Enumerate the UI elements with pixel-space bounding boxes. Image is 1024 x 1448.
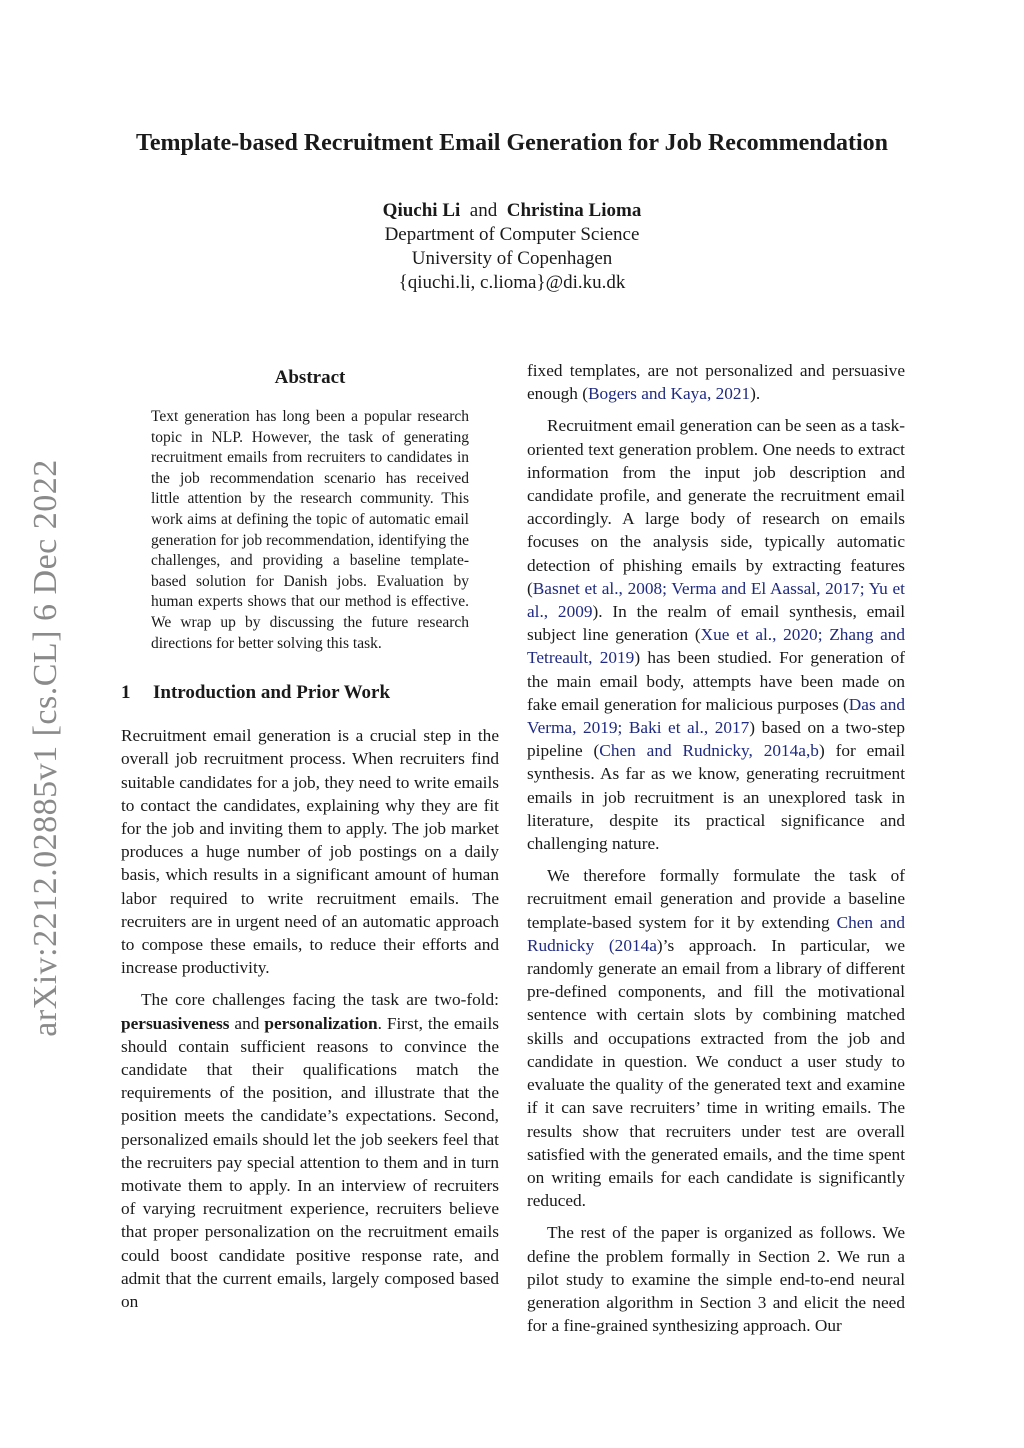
citation-link[interactable]: Chen and Rudnicky	[527, 912, 905, 955]
text-run: )’s approach. In particular, we randomly generate an email from a library of different pre-defined components, and fill the motivational sentence with certain slots by combining matched skills and occupations extracted from the job and candidate in question. We conduct a user study to evaluate the quality of the generated text and examine if it can save recruiters’ time in writing emails. The results show that recruiters under test are overall satisfied with the generated emails, and the time spent on writing emails for each candidate is significantly reduced.	[527, 935, 906, 1211]
citation-separator: ;	[859, 578, 869, 598]
term-personalization: personalization	[264, 1013, 378, 1033]
citation-link[interactable]: Zhang and Tetreault, 2019	[527, 625, 906, 668]
author-conjunction: and	[469, 200, 498, 221]
citation-link[interactable]: 2014a	[614, 935, 657, 955]
citation-link[interactable]: Chen and Rudnicky, 2014a,b	[599, 741, 819, 761]
intro-paragraph-2	[121, 988, 499, 1313]
text-run: ) for email synthesis. As far as we know, generating recruitment emails in job recruitment is an unexplored task in literature, despite its practical significance and challenging nature.	[527, 741, 905, 854]
right-column	[527, 361, 906, 1346]
abstract-heading: Abstract	[274, 367, 346, 388]
section-title: Introduction and Prior Work	[153, 682, 391, 704]
text-run: . First, the emails should contain sufficient reasons to convince the candidate that their qualifications match the requirements of the position, and illustrate that the position meets the candidate’s expectations. Second, personalized emails should let the job seekers feel that the recruiters pay special attention to them and in turn motivate them to apply. In an interview of recruiters of varying recruitment experience, recruiters believe that proper personalization on the recruitment emails could boost candidate positive response rate, and admit that the current emails, largely composed based on	[121, 1013, 499, 1311]
citation-link[interactable]: Xue et al., 2020	[700, 625, 818, 645]
text-run: ) based on a two-step pipeline (	[527, 718, 905, 761]
paper-title: Template-based Recruitment Email Generation for Job Recommendation	[136, 130, 888, 156]
section-number: 1	[121, 682, 131, 704]
text-run: We therefore formally formulate the task of recruitment email generation and provide a baseline template-based system for it by extending	[527, 866, 905, 932]
left-column	[121, 367, 499, 1322]
author-block	[0, 199, 1024, 295]
abstract-text: Text generation has long been a popular research topic in NLP. However, the task of generating recruitment emails from recruiters to candidates in the job recommendation scenario has received little attention by the research community. This work aims at defining the topic of automatic email generation for job recommendation, identifying the challenges, and providing a baseline template-based solution for Danish jobs. Evaluation by human experts shows that our method is effective. We wrap up by discussing the future research directions for better solving this task.	[151, 408, 469, 652]
term-persuasiveness: persuasiveness	[121, 1013, 230, 1033]
intro-paragraph-1: Recruitment email generation is a crucial step in the overall job recruitment process. When recruiters find suitable candidates for a job, they need to write emails to contact the candidates, explaining why they are fit for the job and inviting them to apply. The job market produces a huge number of job postings on a daily basis, which results in a significant amount of human labor required to write recruitment emails. The recruiters are in urgent need of an automatic approach to compose these emails, to reduce their efforts and increase productivity.	[121, 726, 499, 978]
citation-link[interactable]: Baki et al., 2017	[628, 718, 750, 738]
text-run: The core challenges facing the task are two-fold:	[141, 990, 499, 1010]
citation-separator: ;	[617, 718, 629, 738]
intro-paragraph-3	[527, 414, 905, 855]
arxiv-identifier: arXiv:2212.02885v1 [cs.CL] 6 Dec 2022	[27, 459, 64, 1037]
citation-separator: ;	[662, 578, 672, 598]
text-run: ). In the realm of email synthesis, email subject line generation (	[527, 602, 905, 645]
text-run: ).	[750, 384, 761, 404]
citation-link[interactable]: Das and Verma, 2019	[527, 694, 905, 738]
citation-link[interactable]: Verma and El Aassal, 2017	[671, 578, 860, 598]
intro-paragraph-5: The rest of the paper is organized as follows. We define the problem formally in Section 2. We run a pilot study to examine the simple end-to-end neural generation algorithm in Section 3 and elicit the need for a fine-grained synthesizing approach. Our	[527, 1223, 905, 1336]
text-run: ) has been studied. For generation of the main email body, attempts have been made on fake email generation for malicious purposes (	[527, 648, 905, 714]
author-university: University of Copenhagen	[411, 248, 613, 269]
citation-link[interactable]: Basnet et al., 2008	[532, 578, 663, 598]
intro-paragraph-4	[527, 864, 905, 1212]
author-1: Qiuchi Li	[382, 200, 461, 221]
text-run: Recruitment email generation can be seen as a task-oriented text generation problem. One needs to extract information from the input job description and candidate profile, and generate the recruitment email accordingly. A large body of research on emails focuses on the analysis side, typically automatic detection of phishing emails by extracting features (	[527, 416, 905, 598]
author-2: Christina Lioma	[506, 200, 642, 221]
author-email: {qiuchi.li, c.lioma}@di.ku.dk	[398, 272, 626, 293]
intro-paragraph-2-continued	[527, 359, 905, 405]
text-run: fixed templates, are not personalized and persuasive enough (	[527, 361, 905, 404]
citation-link[interactable]: Yu et al., 2009	[527, 578, 905, 622]
citation-link[interactable]: Bogers and Kaya, 2021	[587, 384, 751, 404]
author-names	[0, 199, 1024, 223]
section-heading	[121, 682, 499, 704]
text-run: and	[229, 1013, 265, 1033]
citation-separator: (	[594, 935, 615, 955]
author-department: Department of Computer Science	[384, 224, 640, 245]
citation-separator: ;	[817, 625, 830, 645]
